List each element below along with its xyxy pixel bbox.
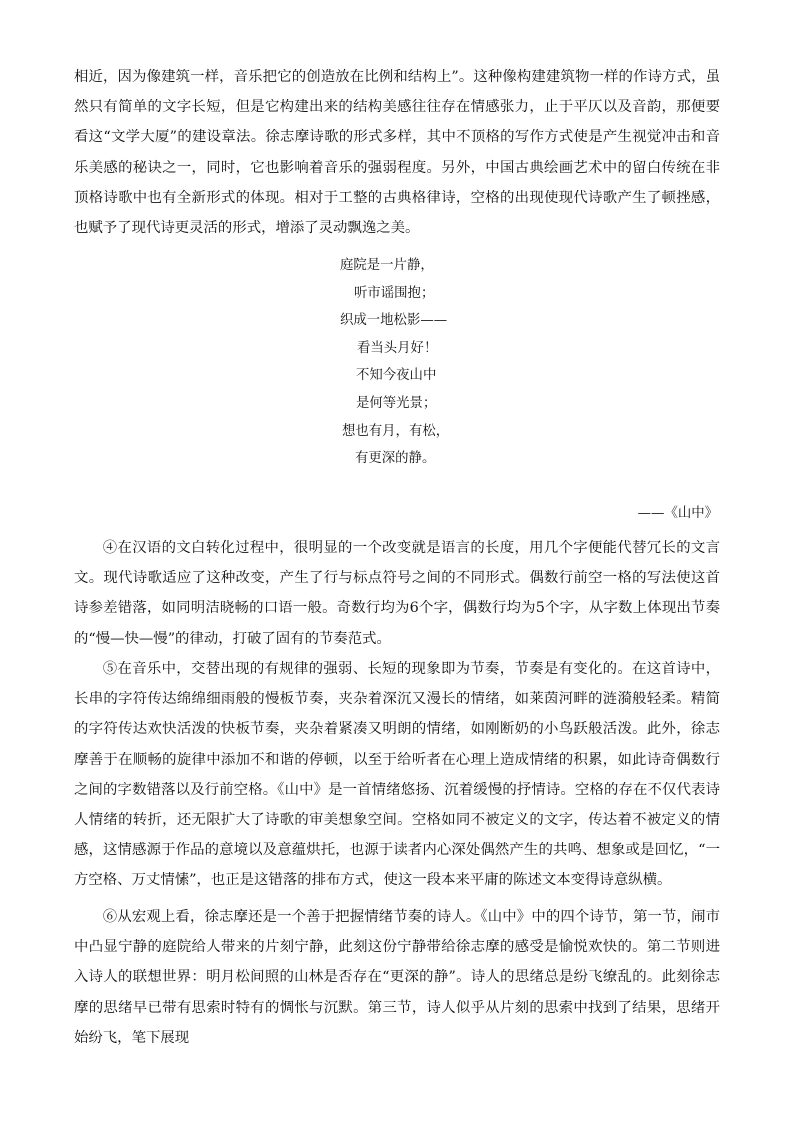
intro-paragraph <box>74 62 720 243</box>
poem-line: 织成一地松影—— <box>340 313 448 329</box>
poem-line: 看当头月好！ <box>357 340 438 356</box>
poem-line: 庭院是一片静， <box>340 258 434 273</box>
poem-line: 想也有月，有松， <box>342 423 450 439</box>
intro-paragraph-text: 相近，因为像建筑一样，音乐把它的创造放在比例和结构上”。这种像构建建筑物一样的作诗方式，虽然只有简单的文字长短，但是它构建出来的结构美感往往存在情感张力，止于平仄以及音韵，那便要看这“文学大厦”的建设章法。徐志摩诗歌的形式多样，其中不顶格的写作方式使是产生视觉冲击和音乐美感的秘诀之一，同时，它也影响着音乐的强弱程度。另外，中国古典绘画艺术中的留白传统在非顶格诗歌中也有全新形式的体现。相对于工整的古典格律诗，空格的出现使现代诗歌产生了顿挫感，也赋予了现代诗更灵活的形式，增添了灵动飘逸之美。 <box>74 69 720 237</box>
paragraph-5-text: ⑤在音乐中，交替出现的有规律的强弱、长短的现象即为节奏，节奏是有变化的。在这首诗中，长串的字符传达绵绵细雨般的慢板节奏，夹杂着深沉又漫长的情绪，如莱茵河畔的涟漪般轻柔。精简的字符传达欢快活泼的快板节奏，夹杂着紧凑又明朗的情绪，如刚断奶的小鸟跃般活泼。此外，徐志摩善于在顺畅的旋律中添加不和谐的停顿，以至于给听者在心理上造成情绪的积累，如此诗奇偶数行之间的字数错落以及行前空格。《山中》是一首情绪悠扬、沉着缓慢的抒情诗。空格的存在不仅代表诗人情绪的转折，还无限扩大了诗歌的审美想象空间。空格如同不被定义的文字，传达着不被定义的情感，这情感源于作品的意境以及意蕴烘托，也源于读者内心深处偶然产生的共鸣、想象或是回忆，“一方空格、万丈情愫”，也正是这错落的排布方式，使这一段本来平庸的陈述文本变得诗意纵横。 <box>74 661 720 889</box>
paragraph-4-text: ④在汉语的文白转化过程中，很明显的一个改变就是语言的长度，用几个字便能代替冗长的文言文。现代诗歌适应了这种改变，产生了行与标点符号之间的不同形式。偶数行前空一格的写法使这首诗参差错落，如同明洁晓畅的口语一般。奇数行均为6个字，偶数行均为5个字，从字数上体现出节奏的“慢—快—慢”的律动，打破了固有的节奏范式。 <box>74 540 720 647</box>
poem-block <box>74 252 720 473</box>
paragraph-6 <box>74 902 720 1053</box>
poem-line: 听市谣围抱； <box>354 285 435 301</box>
paragraph-4 <box>74 533 720 654</box>
poem-attribution: ——《山中》 <box>637 506 718 521</box>
paragraph-5 <box>74 654 720 896</box>
poem-line: 是何等光景； <box>356 395 437 411</box>
poem-line: 有更深的静。 <box>355 451 436 467</box>
poem-line: 不知今夜山中 <box>356 368 437 384</box>
paragraph-6-text: ⑥从宏观上看，徐志摩还是一个善于把握情绪节奏的诗人。《山中》中的四个诗节，第一节，闹市中凸显宁静的庭院给人带来的片刻宁静，此刻这份宁静带给徐志摩的感受是愉悦欢快的。第二节则进入诗人的联想世界：明月松间照的山林是否存在“更深的静”。诗人的思绪总是纷飞缭乱的。此刻徐志摩的思绪早已带有思索时特有的惆怅与沉默。第三节，诗人似乎从片刻的思索中找到了结果，思绪开始纷飞，笔下展现 <box>74 909 720 1046</box>
